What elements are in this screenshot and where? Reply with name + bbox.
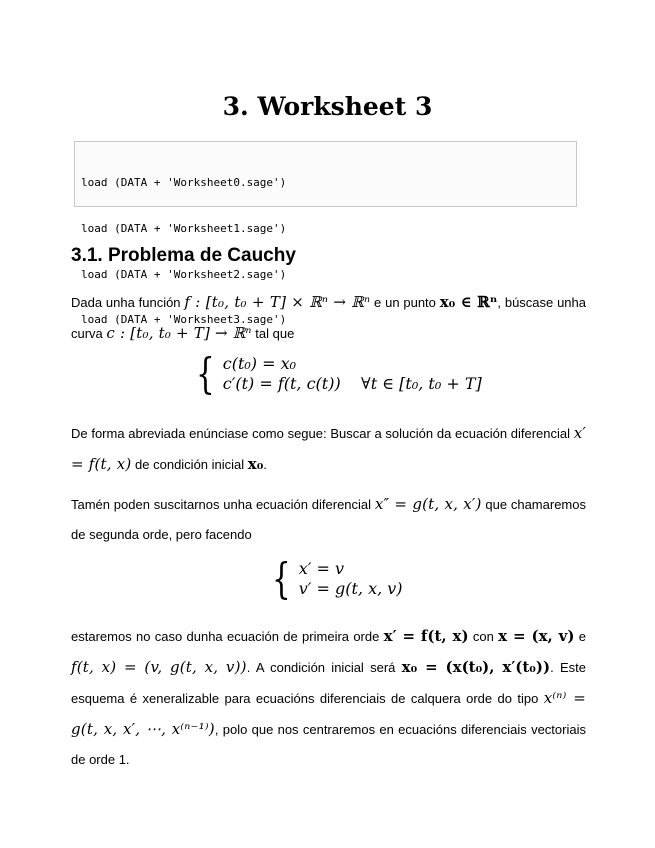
math-inline: x₀ <box>247 455 264 473</box>
equation-system-2 <box>268 554 403 603</box>
left-brace: { <box>196 349 215 398</box>
text: con <box>468 629 499 644</box>
text: . <box>263 457 267 472</box>
equation-line: x′ = v <box>298 559 345 578</box>
text: estaremos no caso dunha ecuación de primeira orde <box>71 629 384 644</box>
text: . Este esquema é xeneralizable para ecuacións diferenciais de calquera orde do tipo <box>71 660 586 706</box>
math-inline: c : [t₀, t₀ + T] → ℝⁿ <box>106 324 252 342</box>
math-inline: x⁽ⁿ⁾ = g(t, x, x′, ⋯, x⁽ⁿ⁻¹⁾) <box>71 689 586 738</box>
text: e <box>574 629 587 644</box>
equation-line: c′(t) = f(t, c(t)) ∀t ∈ [t₀, t₀ + T] <box>222 374 482 393</box>
text: e un punto <box>370 295 440 310</box>
math-inline: f(t, x) = (v, g(t, x, v)) <box>71 658 247 676</box>
math-inline: f : [t₀, t₀ + T] × ℝⁿ → ℝⁿ <box>184 293 371 311</box>
paragraph-3 <box>71 489 586 550</box>
text: , búscase unha curva <box>71 295 586 341</box>
math-inline: x₀ ∈ ℝⁿ <box>439 293 498 311</box>
equation-system-1 <box>192 349 482 398</box>
page-title: 3. Worksheet 3 <box>222 92 433 121</box>
text: Tamén poden suscitarnos unha ecuación diferencial <box>71 497 375 512</box>
section-heading: 3.1. Problema de Cauchy <box>71 245 296 266</box>
equation-line: c(t₀) = x₀ <box>222 354 297 373</box>
code-line: load (DATA + 'Worksheet1.sage') <box>81 222 287 235</box>
paragraph-4 <box>71 621 586 775</box>
text: Dada unha función <box>71 295 185 310</box>
equation-line: v′ = g(t, x, v) <box>298 579 403 598</box>
text: De forma abreviada enúnciase como segue: Buscar a solución da ecuación diferencial <box>71 426 574 441</box>
paragraph-2 <box>71 418 586 480</box>
code-line: load (DATA + 'Worksheet0.sage') <box>81 176 287 190</box>
math-inline: x″ = g(t, x, x′) <box>374 495 482 513</box>
text: . A condición inicial será <box>246 660 402 675</box>
code-line: load (DATA + 'Worksheet2.sage') <box>81 267 287 281</box>
code-line: load (DATA + 'Worksheet3.sage') <box>81 313 287 327</box>
math-inline: x′ = f(t, x) <box>383 627 469 645</box>
math-inline: x₀ = (x(t₀), x′(t₀)) <box>401 658 551 676</box>
text: tal que <box>251 326 295 341</box>
math-inline: x′ = f(t, x) <box>71 424 586 473</box>
left-brace: { <box>272 554 291 603</box>
paragraph-1 <box>71 287 586 349</box>
text: , polo que nos centraremos en ecuacións diferenciais vectoriais de orde 1. <box>71 722 586 767</box>
text: que chamaremos de segunda orde, pero facendo <box>71 497 586 542</box>
math-inline: x = (x, v) <box>498 627 575 645</box>
text: de condición inicial <box>131 457 248 472</box>
